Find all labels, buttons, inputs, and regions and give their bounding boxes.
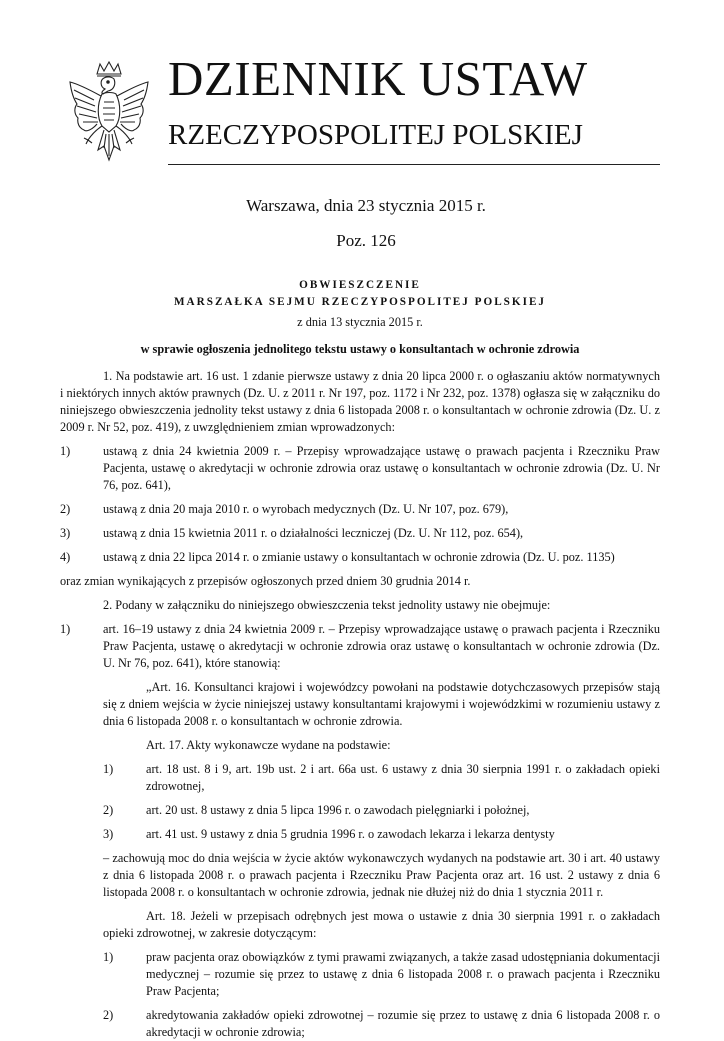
quote-art16: „Art. 16. Konsultanci krajowi i wojewódzcy powołani na podstawie dotychczasowych przepisów stają się z dniem wejścia w życie niniejszej ustawy konsultantami krajowymi i wojewódzkimi w rozumieniu ustawy z dnia 6 listopada 2008 r. o konsultantach w ochronie zdrowia.	[103, 680, 660, 728]
paragraph-1-tail: oraz zmian wynikających z przepisów ogłoszonych przed dniem 30 grudnia 2014 r.	[60, 574, 471, 588]
notice-issuer: MARSZAŁKA SEJMU RZECZYPOSPOLITEJ POLSKIEJ	[174, 296, 546, 308]
polish-eagle-emblem	[64, 60, 154, 168]
list-item	[60, 501, 660, 518]
list-item	[103, 802, 660, 819]
list-number: 3)	[103, 827, 114, 841]
list-number: 1)	[60, 444, 71, 458]
list-item	[103, 761, 660, 795]
paragraph-1: 1. Na podstawie art. 16 ust. 1 zdanie pierwsze ustawy z dnia 20 lipca 2000 r. o ogłaszaniu aktów normatywnych i niektórych innych aktów prawnych (Dz. U. z 2011 r. Nr 197, poz. 1172 i Nr 232, poz. 1378) ogłasza się w załączniku do niniejszego obwieszczenia jednolity tekst ustawy z dnia 6 listopada 2008 r. o konsultantach w ochronie zdrowia (Dz. U. z 2009 r. Nr 52, poz. 419), z uwzględnieniem zmian wprowadzonych:	[60, 369, 660, 434]
list-item	[60, 443, 660, 494]
list-item	[60, 549, 660, 566]
list-number: 1)	[103, 950, 114, 964]
notice-title: OBWIESZCZENIE	[299, 279, 421, 291]
list-item	[103, 949, 660, 1000]
list-text: art. 20 ust. 8 ustawy z dnia 5 lipca 1996 r. o zawodach pielęgniarki i położnej,	[146, 803, 530, 817]
list-item	[103, 826, 660, 843]
quote-art18: Art. 18. Jeżeli w przepisach odrębnych jest mowa o ustawie z dnia 30 sierpnia 1991 r. o zakładach opieki zdrowotnej, w zakresie dotyczącym:	[103, 909, 660, 940]
notice-date: z dnia 13 stycznia 2015 r.	[297, 315, 423, 329]
quoted-provisions	[60, 679, 660, 1041]
document-content	[60, 277, 660, 1041]
list-text: ustawą z dnia 15 kwietnia 2011 r. o działalności leczniczej (Dz. U. Nr 112, poz. 654),	[103, 526, 524, 540]
list-item	[103, 1007, 660, 1041]
list-text: art. 41 ust. 9 ustawy z dnia 5 grudnia 1996 r. o zawodach lekarza i lekarza dentysty	[146, 827, 555, 841]
list-item	[60, 525, 660, 542]
journal-title: DZIENNIK USTAW	[168, 51, 588, 106]
list-number: 3)	[60, 526, 71, 540]
list-number: 2)	[60, 502, 71, 516]
quote-art17: Art. 17. Akty wykonawcze wydane na podstawie:	[146, 738, 391, 752]
list-item	[60, 621, 660, 672]
list-text: ustawą z dnia 22 lipca 2014 r. o zmianie ustawy o konsultantach w ochronie zdrowia (Dz. U. poz. 1135)	[103, 550, 615, 564]
art17-tail: – zachowują moc do dnia wejścia w życie aktów wykonawczych wydanych na podstawie art. 30 i art. 40 ustawy z dnia 6 listopada 2008 r. o prawach pacjenta i Rzeczniku Praw Pacjenta oraz art. 16 ust. 2 ustawy z dnia 6 listopada 2008 r. o konsultantach w ochronie zdrowia, jednak nie dłużej niż do dnia 1 stycznia 2011 r.	[103, 851, 660, 899]
list-text: praw pacjenta oraz obowiązków z tymi prawami związanych, a także zasad udostępniania dokumentacji medycznej – rozumie się przez to ustawę z dnia 6 listopada 2008 r. o prawach pacjenta i Rzeczniku Praw Pacjenta;	[146, 950, 660, 998]
list-number: 1)	[103, 762, 114, 776]
list-number: 1)	[60, 622, 71, 636]
notice-subject: w sprawie ogłoszenia jednolitego tekstu ustawy o konsultantach w ochronie zdrowia	[140, 342, 580, 356]
paragraph-2: 2. Podany w załączniku do niniejszego obwieszczenia tekst jednolity ustawy nie obejmuje:	[103, 598, 551, 612]
header-rule	[168, 164, 660, 165]
list-number: 4)	[60, 550, 71, 564]
journal-subtitle: RZECZYPOSPOLITEJ POLSKIEJ	[168, 119, 583, 151]
list-text: akredytowania zakładów opieki zdrowotnej – rozumie się przez to ustawę z dnia 6 listopada 2008 r. o akredytacji w ochronie zdrowia;	[146, 1008, 660, 1039]
list-text: art. 16–19 ustawy z dnia 24 kwietnia 2009 r. – Przepisy wprowadzające ustawę o prawach pacjenta i Rzeczniku Praw Pacjenta, ustawę o akredytacji w ochronie zdrowia oraz ustawę o konsultantach w ochronie zdrowia (Dz. U. Nr 76, poz. 641), które stanowią:	[103, 622, 660, 670]
list-text: ustawą z dnia 20 maja 2010 r. o wyrobach medycznych (Dz. U. Nr 107, poz. 679),	[103, 502, 509, 516]
publication-date: Warszawa, dnia 23 stycznia 2015 r.	[246, 196, 486, 215]
list-number: 2)	[103, 803, 114, 817]
list-text: ustawą z dnia 24 kwietnia 2009 r. – Przepisy wprowadzające ustawę o prawach pacjenta i Rzeczniku Praw Pacjenta, ustawę o akredytacji w ochronie zdrowia oraz ustawę o konsultantach w ochronie zdrowia (Dz. U. Nr 76, poz. 641),	[103, 444, 660, 492]
list-text: art. 18 ust. 8 i 9, art. 19b ust. 2 i art. 66a ust. 6 ustawy z dnia 30 sierpnia 1991 r. o zakładach opieki zdrowotnej,	[146, 762, 660, 793]
position-number: Poz. 126	[336, 231, 396, 250]
list-number: 2)	[103, 1008, 114, 1022]
